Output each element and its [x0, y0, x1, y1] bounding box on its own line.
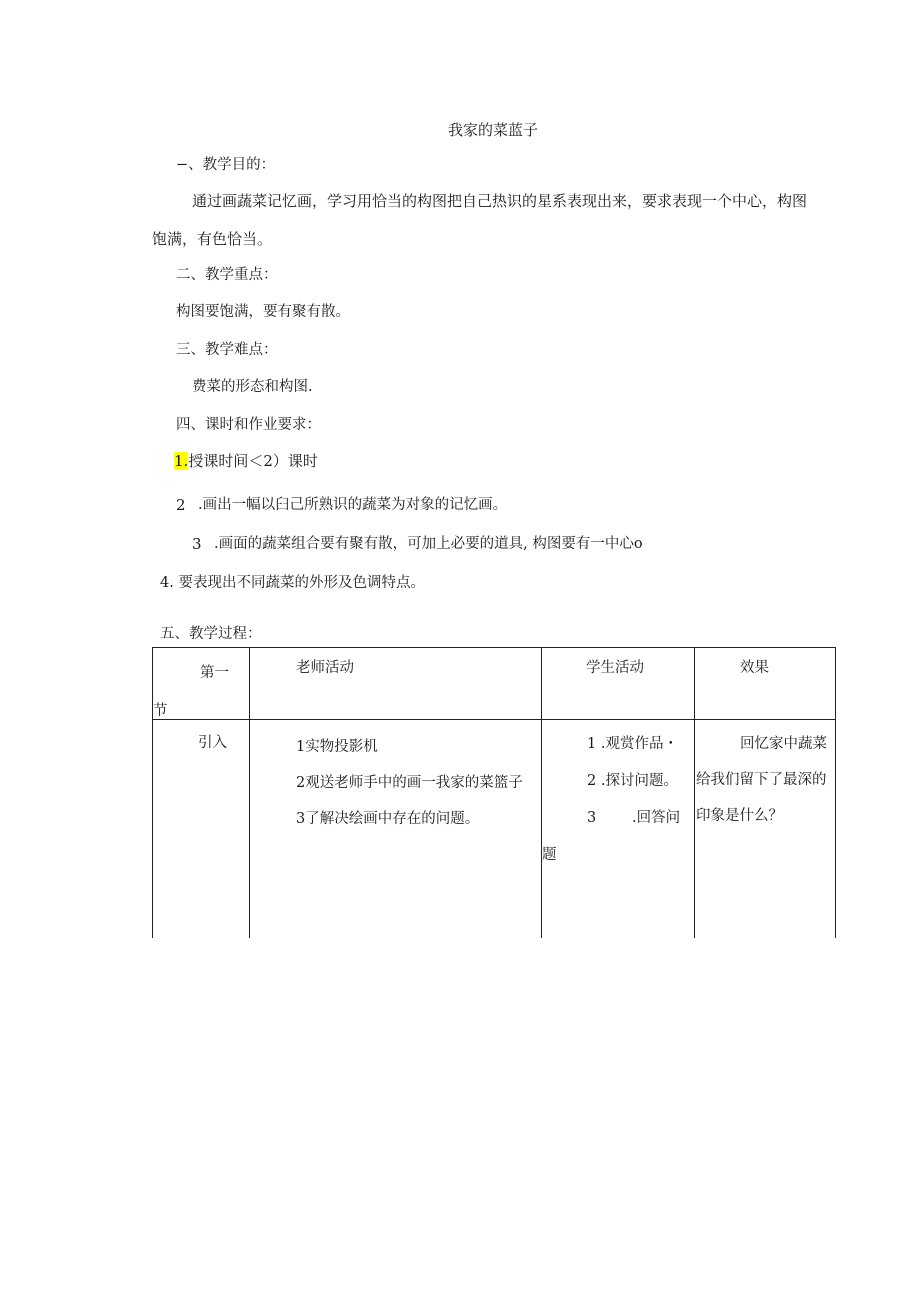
homework-item-1-number: 1. [174, 452, 189, 470]
student-activity-1: 1 .观赏作品・ [587, 736, 678, 752]
homework-item-3-text: .画面的蔬菜组合要有聚有散，可加上必要的道具, 构图要有一中心o [214, 536, 643, 552]
section2-heading: 二、教学重点： [176, 267, 278, 283]
table-col-divider-1 [249, 647, 250, 938]
header-stage-b: 节 [153, 703, 168, 719]
student-activity-3-text: .回答问 [632, 810, 681, 826]
section1-heading: −、教学目的： [176, 157, 276, 173]
header-student: 学生活动 [586, 660, 644, 676]
homework-item-1 [174, 454, 318, 469]
header-teacher: 老师活动 [296, 660, 354, 676]
homework-item-1-text: 授课时间＜2）课时 [188, 452, 318, 470]
table-right-border [835, 647, 836, 938]
teacher-activity-3: 3了解决绘画中存在的问题。 [296, 811, 480, 827]
student-activity-3-number: 3 [587, 810, 597, 826]
section1-line1: 通过画蔬菜记忆画，学习用恰当的构图把自己热识的星系表现出来，要求表现一个中心，构图 [192, 192, 808, 210]
section2-body: 构图要饱满，要有聚有散。 [176, 304, 350, 320]
effect-line-2: 给我们留下了最深的 [696, 772, 827, 788]
section1-line2: 饱满，有色恰当。 [152, 230, 273, 248]
page-title: 我家的菜蓝子 [448, 121, 539, 139]
table-header-divider [152, 719, 836, 720]
homework-item-2-text: .画出一幅以臼己所熟识的蔬菜为对象的记忆画。 [198, 497, 508, 513]
row-stage: 引入 [198, 735, 227, 751]
effect-line-3: 印象是什么？ [696, 808, 783, 824]
homework-item-3-number: 3 [192, 535, 202, 553]
homework-item-2-number: 2 [176, 496, 186, 514]
teacher-activity-1: 1实物投影机 [296, 739, 378, 755]
effect-line-1: 回忆家中蔬菜 [740, 736, 827, 752]
header-effect: 效果 [740, 660, 769, 676]
student-activity-2: 2 .探讨问题。 [587, 773, 678, 789]
section3-body: 费菜的形态和构图. [192, 379, 313, 395]
homework-item-4: 4. 要表现出不同蔬菜的外形及色调特点。 [160, 575, 425, 591]
teacher-activity-2: 2观送老师手中的画一我家的菜篮子 [296, 775, 523, 791]
header-stage-a: 第一 [200, 665, 229, 681]
section3-heading: 三、教学难点： [176, 342, 278, 358]
table-top-border [152, 647, 836, 648]
section4-heading: 四、课时和作业要求： [176, 417, 321, 433]
table-left-border [152, 647, 153, 938]
student-activity-3-wrap: 题 [542, 847, 557, 863]
table-col-divider-2 [541, 647, 542, 938]
section5-heading: 五、教学过程： [160, 626, 262, 642]
table-col-divider-3 [694, 647, 695, 938]
